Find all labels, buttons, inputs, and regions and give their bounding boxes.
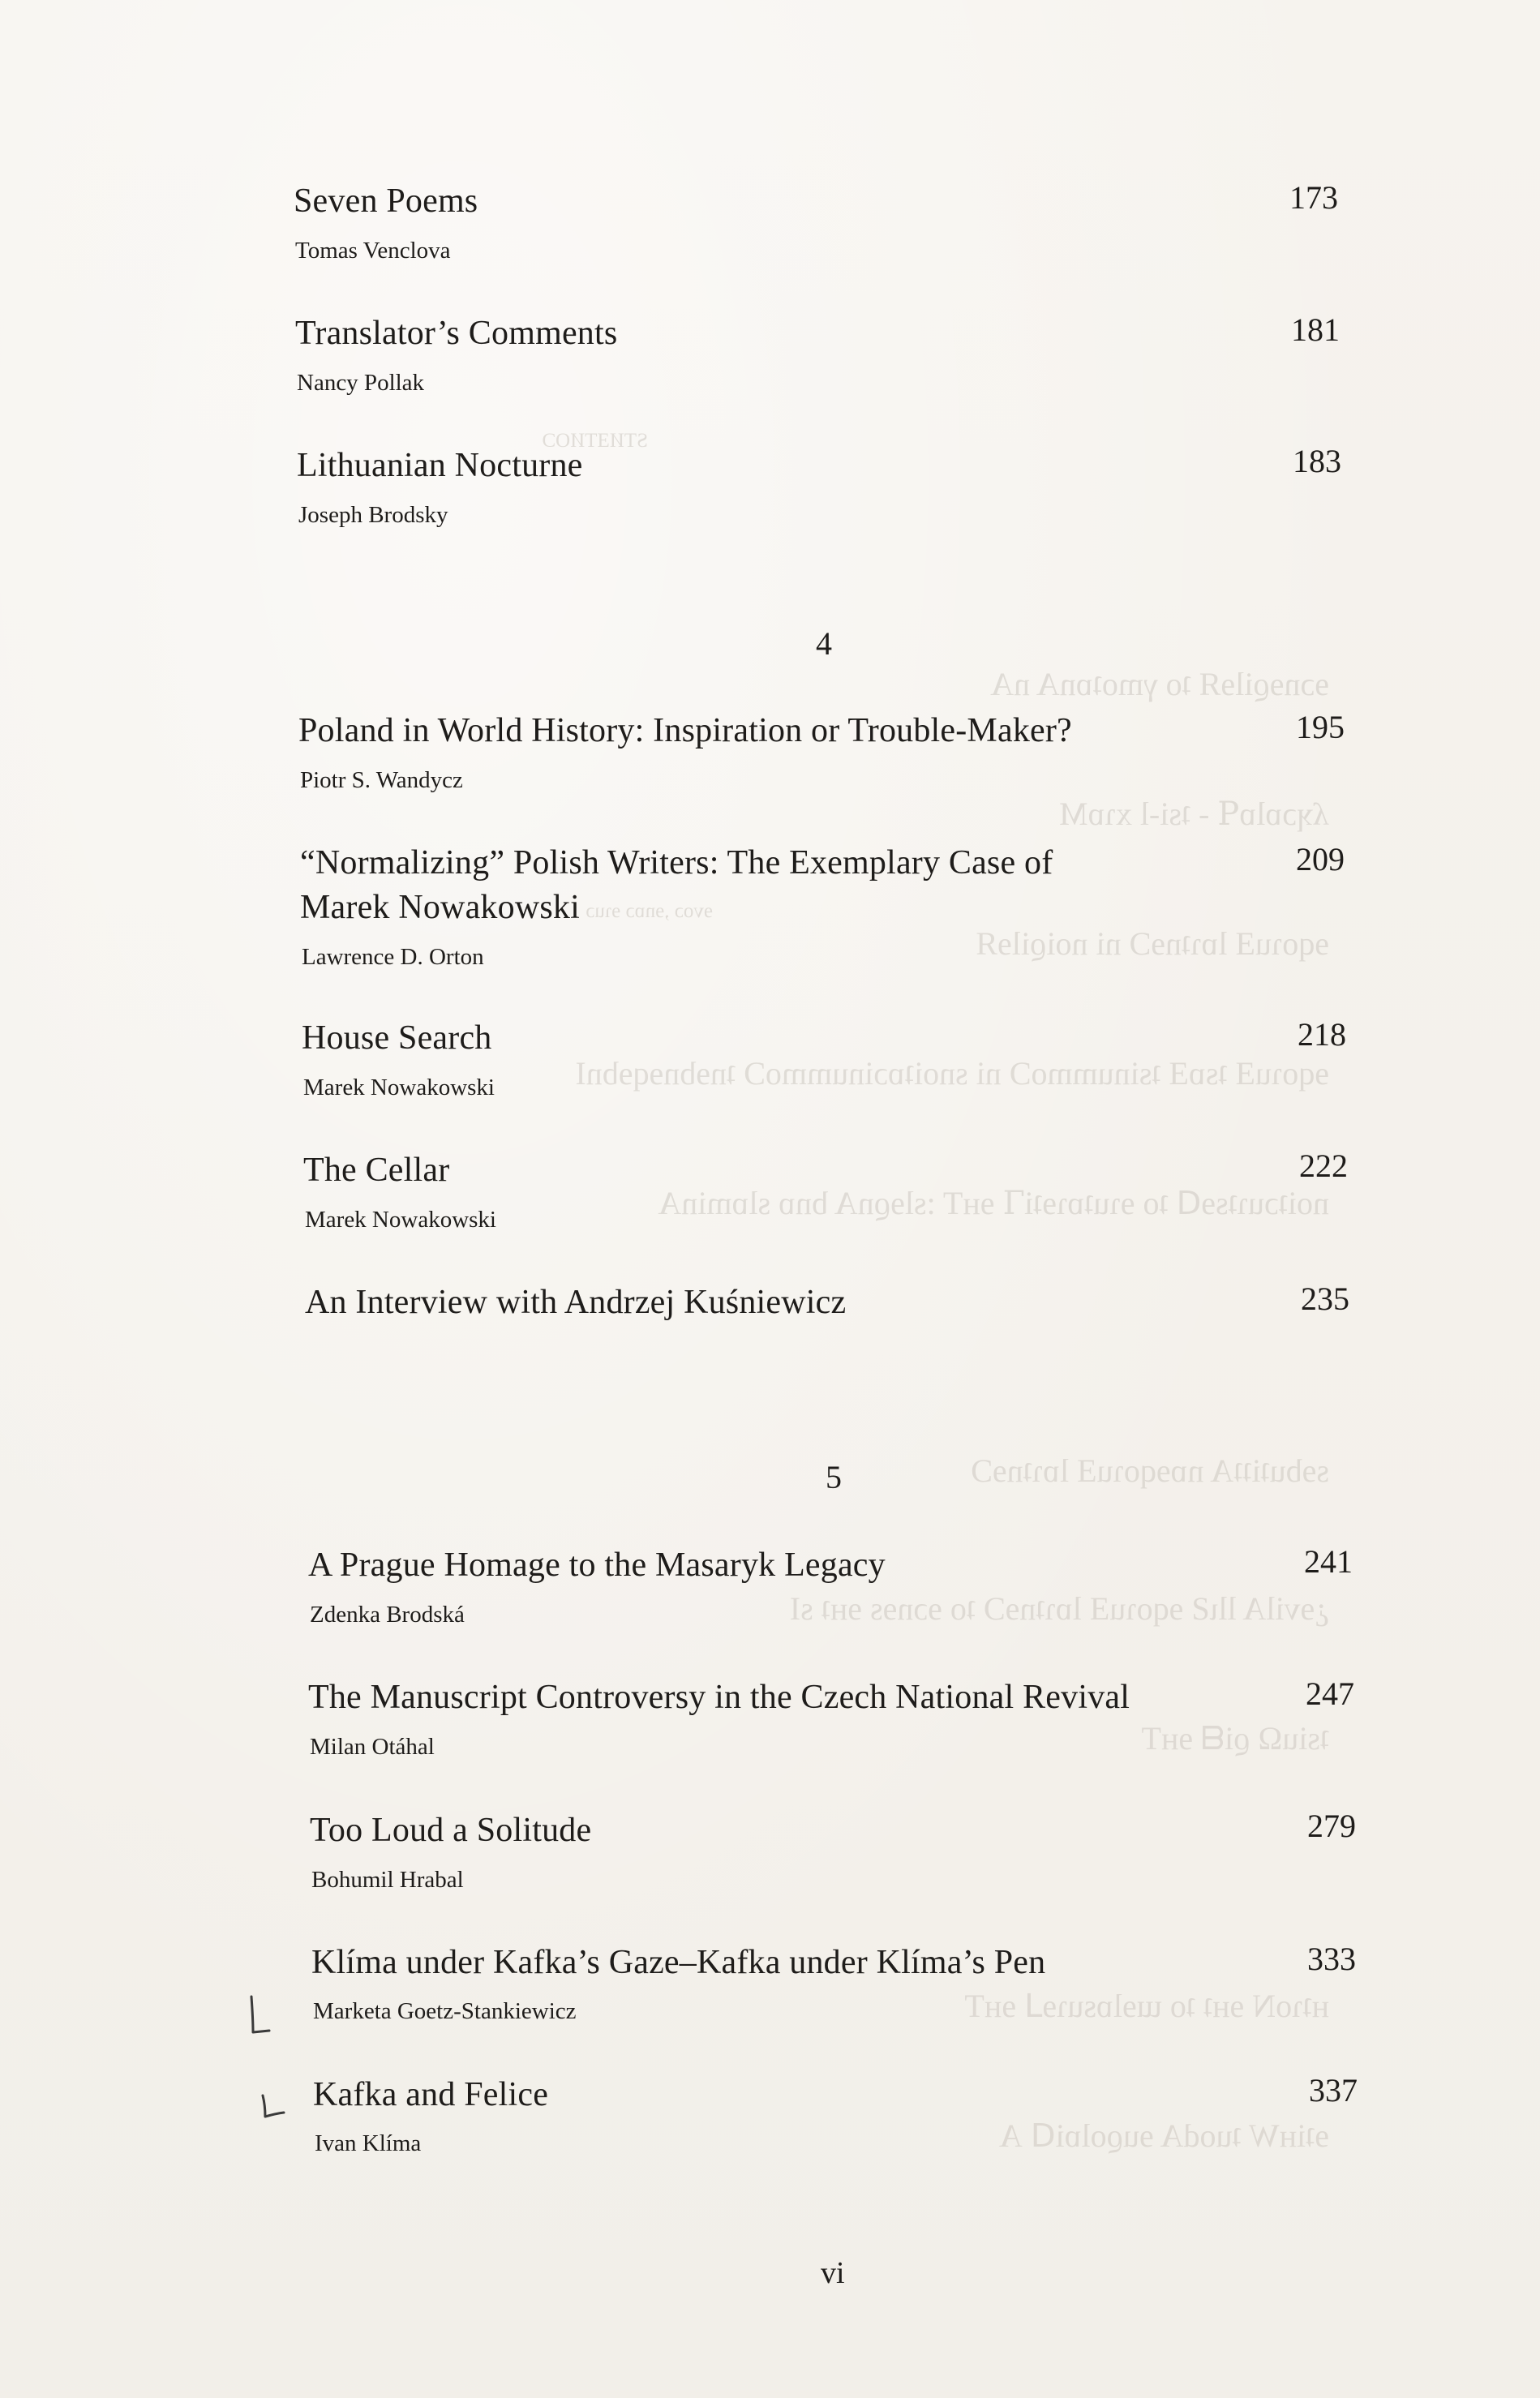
entry-title: Too Loud a Solitude <box>310 1812 592 1849</box>
entry-title: House Search <box>302 1019 492 1057</box>
entry-author: Tomas Venclova <box>295 238 451 264</box>
entry-author: Marek Nowakowski <box>305 1207 496 1233</box>
entry-author: Ivan Klíma <box>315 2130 422 2156</box>
entry-page-number: 279 <box>1307 1808 1356 1844</box>
entry-title: Klíma under Kafka’s Gaze–Kafka under Klíma’s Pen <box>311 1944 1046 1981</box>
entry-title: Poland in World History: Inspiration or Trouble-Maker? <box>298 712 1072 749</box>
entry-title: The Manuscript Controversy in the Czech National Revival <box>308 1679 1130 1716</box>
entry-title: An Interview with Andrzej Kuśniewicz <box>305 1284 847 1321</box>
entry-page-number: 181 <box>1291 311 1340 348</box>
entry-author: Joseph Brodsky <box>298 502 448 528</box>
bleed-through-texture: ɘɔnɘϱilɘЯ ʇo γmoʇɒnA nA ʎʞɔɒlɒꟼ - ʇsi-l xɿɒM ɘqoɿuƎ lɒɿʇnɘϽ ni noiϱilɘЯ ɘqoɿuƎ ʇsɒƎ ʇsinummoϽ ni snoiʇɒɔinummoϽ ʇnɘbnɘqɘbnI noiʇɔuɿʇsɘᗡ ʇo ɘɿuʇɒɿɘʇiꞀ ɘʜT :slɘϱnA bnɒ slɒminA sɘbuʇiʇʇA nɒɘqoɿuƎ lɒɿʇnɘϽ ¿ɘvilA llɩƧ ɘqoɿuƎ lɒɿʇnɘϽ ʇo ɘɔnɘs ɘʜʇ sI ʇsiuΩ ϱiᗺ ɘʜT ʜʇɿoN ɘʜʇ ʇo ɯɘlɒsuɿɘ⅃ ɘʜT ɘʇiʜW ʇuodA ɘuϱolɒiᗡ A STИƎTИOϽ ɘvoɔ ,ɘnɒɔ ɘɿuɔ <box>542 430 1329 2154</box>
entry-page-number: 235 <box>1301 1281 1349 1317</box>
entry-author: Marketa Goetz-Stankiewicz <box>313 1998 577 2024</box>
entry-title: “Normalizing” Polish Writers: The Exemplary Case of <box>300 844 1053 882</box>
entry-title-continuation: Marek Nowakowski <box>300 889 580 926</box>
entry-author: Marek Nowakowski <box>303 1075 495 1100</box>
entry-title: Seven Poems <box>294 182 478 220</box>
entry-page-number: 209 <box>1296 841 1345 877</box>
entry-title: The Cellar <box>303 1152 450 1189</box>
entry-page-number: 218 <box>1298 1016 1346 1053</box>
entry-author: Bohumil Hrabal <box>311 1867 464 1893</box>
entry-author: Lawrence D. Orton <box>302 944 484 970</box>
entry-author: Nancy Pollak <box>297 370 425 396</box>
pencil-tick-mark <box>258 2091 307 2131</box>
entry-title: Translator’s Comments <box>295 315 618 352</box>
section-number: 4 <box>816 625 832 662</box>
entry-author: Zdenka Brodská <box>310 1602 465 1628</box>
entry-author: Piotr S. Wandycz <box>300 767 463 793</box>
entry-page-number: 173 <box>1289 179 1338 216</box>
entry-page-number: 222 <box>1299 1148 1348 1184</box>
pencil-tick-mark <box>240 1993 289 2042</box>
entry-title: Kafka and Felice <box>313 2076 549 2113</box>
entry-title: Lithuanian Nocturne <box>297 447 583 484</box>
section-number: 5 <box>826 1459 842 1495</box>
entry-page-number: 333 <box>1307 1941 1356 1977</box>
entry-author: Milan Otáhal <box>310 1734 435 1760</box>
entry-page-number: 337 <box>1309 2072 1358 2108</box>
entry-page-number: 183 <box>1293 443 1341 479</box>
entry-page-number: 247 <box>1306 1675 1354 1712</box>
entry-page-number: 241 <box>1304 1543 1353 1580</box>
page-folio: vi <box>821 2256 845 2290</box>
entry-page-number: 195 <box>1296 709 1345 745</box>
entry-title: A Prague Homage to the Masaryk Legacy <box>308 1546 886 1584</box>
